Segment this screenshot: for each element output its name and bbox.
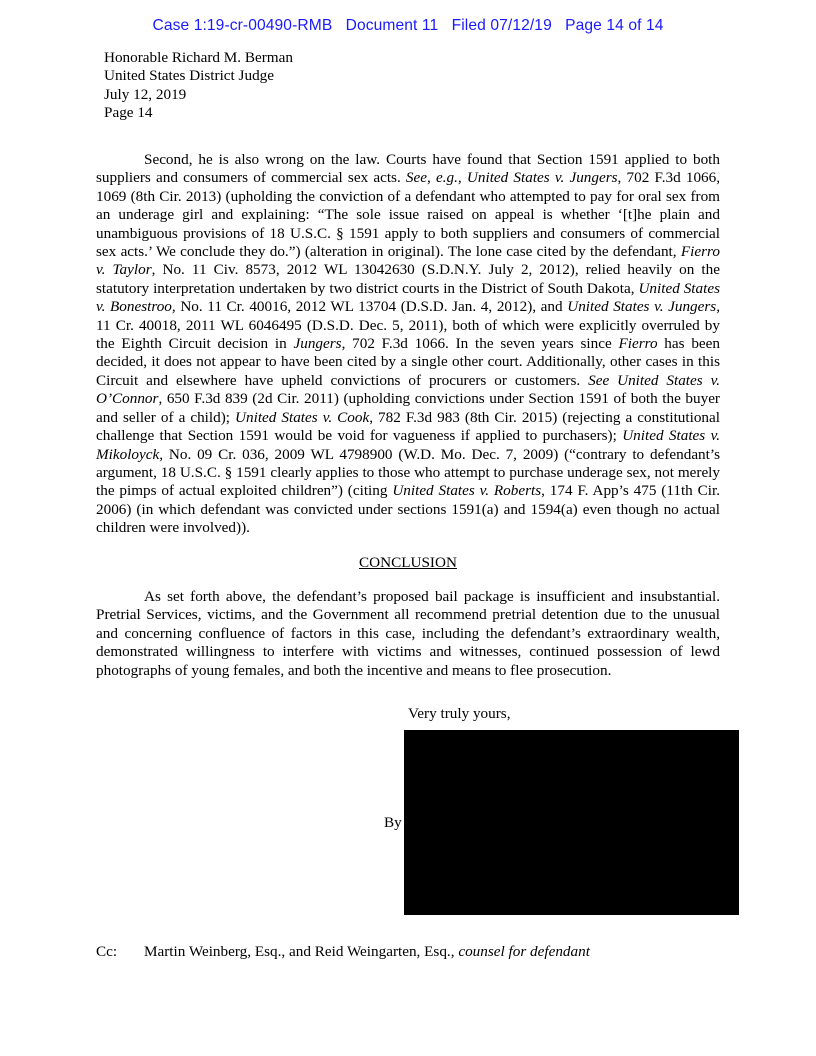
case-name: Fierro (618, 335, 658, 353)
case-name: United States v. Jungers (466, 169, 618, 187)
italic-signal: e.g. (435, 169, 458, 187)
text-run: , 702 F.3d 1066. In the seven years since (341, 335, 619, 353)
redaction-box (404, 730, 739, 915)
text-run: , 174 F. App’s 475 (11th Cir. 2006) (in which defendant was convicted under sections 1591(a) and 1594(a) even though no actual children were involved)). (96, 482, 720, 537)
paragraph-conclusion (96, 588, 720, 680)
text-run: , 702 F.3d 1066, 1069 (8th Cir. 2013) (upholding the conviction of a defendant who attempted to pay for oral sex from an underage girl and explaining: “The sole issue raised on appeal is whether ‘[t]he plain and unambiguous provisions of 18 U.S.C. § 1591 apply to both suppliers and consumers of commercial sex acts.’ We conclude they do.”) (alteration in original). The lone case cited by the defendant, (96, 169, 721, 261)
by-label: By (384, 814, 402, 831)
case-name: United States v. Bonestroo (96, 279, 720, 316)
addressee-block (104, 49, 293, 122)
page-label: Page 14 (104, 103, 153, 121)
case-name: United States v. Jungers (567, 298, 717, 316)
case-name: Fierro v. Taylor (96, 243, 720, 279)
text-run: , 650 F.3d 839 (2d Cir. 2011) (upholding convictions under Section 1591 of both the buyer and seller of a child); (96, 390, 720, 426)
addressee-title: United States District Judge (104, 67, 274, 85)
text-run: has been decided, it does not appear to have been cited by a single other court. Additionally, other cases in this Circuit and elsewhere have upheld convictions of procurers or customers. (96, 335, 720, 389)
case-header: Case 1:19-cr-00490-RMB Document 11 Filed 07/12/19 Page 14 of 14 (152, 17, 664, 34)
letter-date: July 12, 2019 (104, 85, 187, 103)
text-run: , 782 F.3d 983 (8th Cir. 2015) (rejecting a constitutional challenge that Section 1591 would be void for vagueness if applied to purchasers); (96, 408, 720, 445)
text-run: , No. 11 Civ. 8573, 2012 WL 13042630 (S.D.N.Y. July 2, 2012), relied heavily on the statutory interpretation undertaken by two district courts in the District of South Dakota, (96, 261, 720, 297)
italic-signal: See (405, 169, 427, 187)
cc-label: Cc: (96, 943, 118, 960)
cc-line (96, 943, 590, 961)
case-name: See United States v. O’Connor (96, 371, 720, 408)
closing-line: Very truly yours, (408, 705, 511, 722)
text-run: , No. 09 Cr. 036, 2009 WL 4798900 (W.D. Mo. Dec. 7, 2009) (“contrary to defendant’s argument, 18 U.S.C. § 1591 clearly applies to those who attempt to purchase underage sex, not merely the pimps of actual exploited children”) (citing (96, 445, 720, 500)
paragraph-text: As set forth above, the defendant’s proposed bail package is insufficient and insubstantial. Pretrial Services, victims, and the Government all recommend pretrial detention due to the unusual and concerning confluence of factors in this case, including the defendant’s extraordinary wealth, demonstrated willingness to interfere with victims and witnesses, continued possession of lewd photographs of young females, and both the incentive and means to flee prosecution. (96, 588, 720, 679)
text-run: Second, he is also wrong on the law. Courts have found that Section 1591 applied to both suppliers and consumers of commercial sex acts. (96, 151, 720, 187)
text-run: , No. 11 Cr. 40016, 2012 WL 13704 (D.S.D. Jan. 4, 2012), and (171, 298, 568, 316)
case-name: United States v. Cook (235, 408, 370, 426)
conclusion-heading: CONCLUSION (359, 554, 457, 571)
paragraph-legal-argument (96, 151, 720, 538)
case-name: Jungers (293, 335, 342, 353)
cc-recipients: Martin Weinberg, Esq., and Reid Weingarten, Esq., (144, 943, 459, 960)
text-run: , (427, 169, 436, 187)
case-name: United States v. Mikoloyck (96, 427, 720, 463)
case-name: United States v. Roberts (392, 482, 542, 500)
text-run: , (457, 169, 467, 187)
text-run: , 11 Cr. 40018, 2011 WL 6046495 (D.S.D. Dec. 5, 2011), both of which were explicitly overruled by the Eighth Circuit decision in (96, 298, 721, 353)
addressee-name: Honorable Richard M. Berman (104, 49, 293, 66)
paragraph-text (96, 151, 720, 538)
cc-role: counsel for defendant (458, 943, 590, 960)
